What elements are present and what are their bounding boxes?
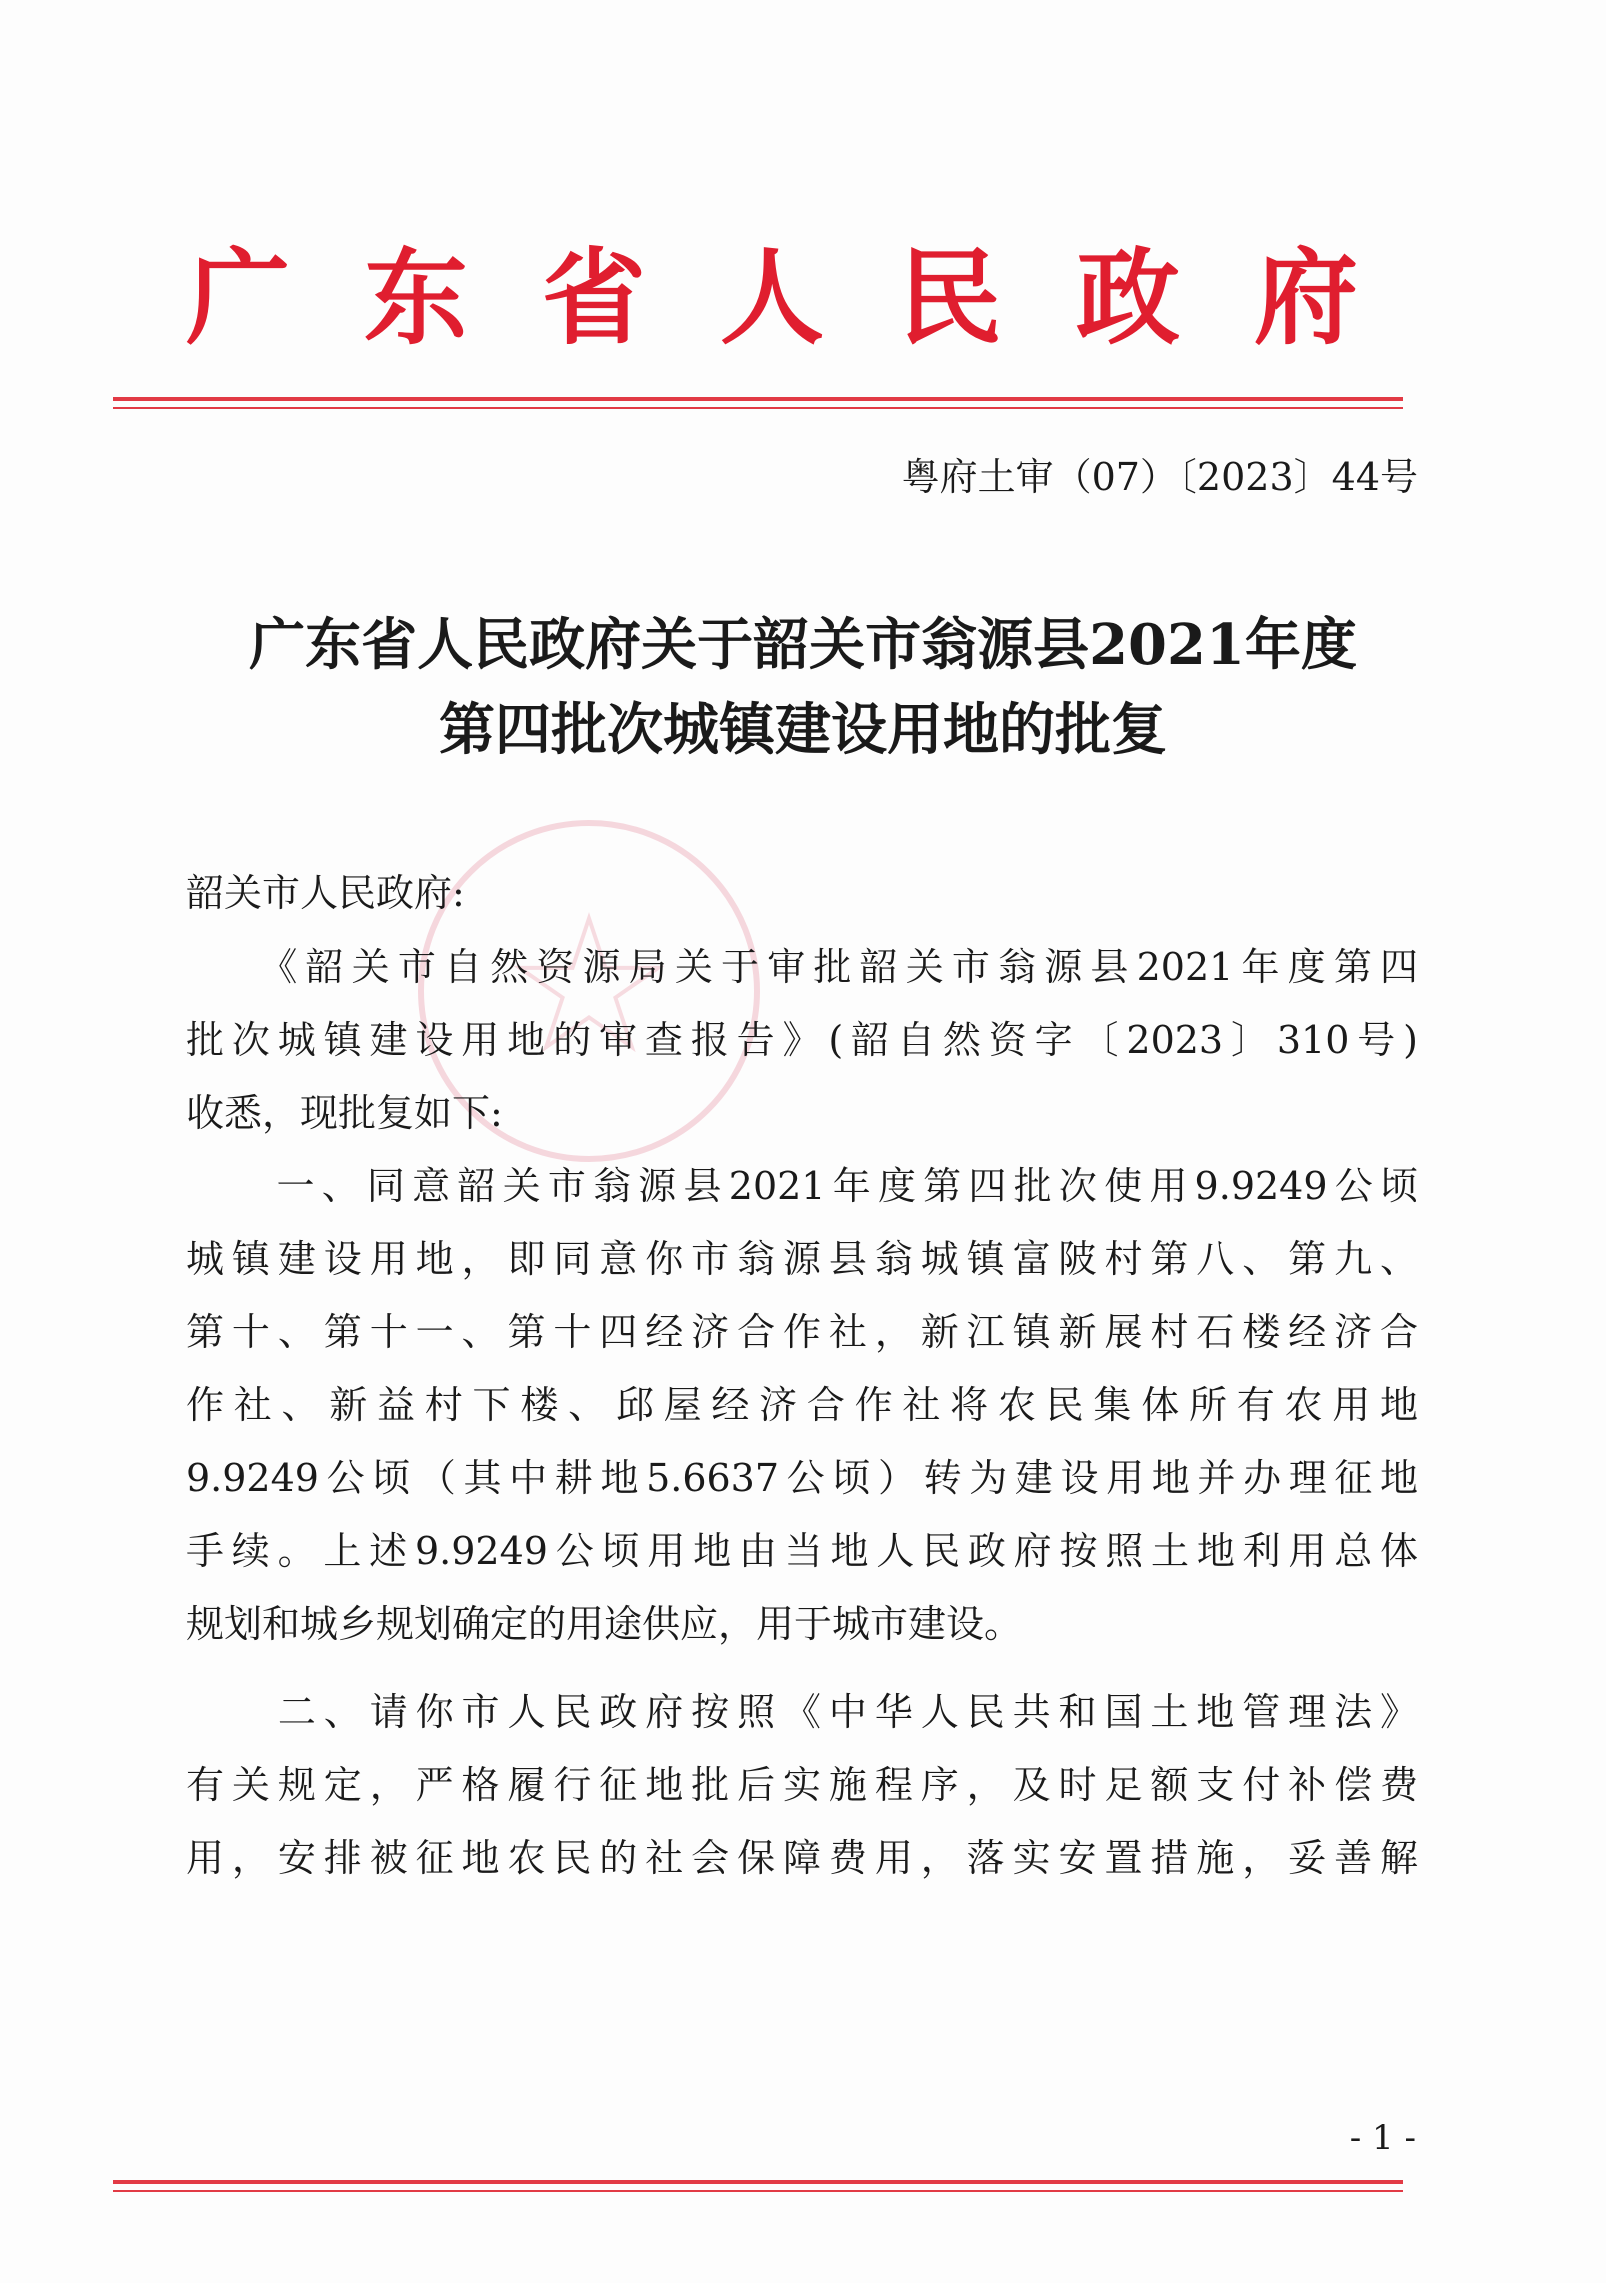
body-line: 规划和城乡规划确定的用途供应，用于城市建设。 — [186, 1602, 1023, 1646]
body-line: 一、同意韶关市翁源县2021年度第四批次使用9.9249公顷 — [186, 1164, 1418, 1208]
body-line: 9.9249公顷（其中耕地5.6637公顷）转为建设用地并办理征地 — [186, 1456, 1418, 1500]
page-number: - 1 - — [1349, 2118, 1416, 2158]
document-title-line-1: 广东省人民政府关于韶关市翁源县2021年度 — [249, 612, 1357, 678]
footer-red-rule — [113, 2180, 1403, 2184]
body-line: 收悉，现批复如下: — [186, 1091, 503, 1135]
body-line: 二、请你市人民政府按照《中华人民共和国土地管理法》 — [186, 1690, 1418, 1734]
salutation: 韶关市人民政府: — [186, 871, 465, 915]
document-number: 粤府土审（07）〔2023〕44号 — [901, 455, 1418, 499]
body-line: 作社、新益村下楼、邱屋经济合作社将农民集体所有农用地 — [186, 1383, 1418, 1427]
body-line: 用，安排被征地农民的社会保障费用，落实安置措施，妥善解 — [186, 1836, 1418, 1880]
body-line: 批次城镇建设用地的审查报告》(韶自然资字〔2023〕310号) — [186, 1018, 1418, 1062]
document-title-line-2: 第四批次城镇建设用地的批复 — [439, 697, 1167, 763]
header-red-rule-thin — [113, 407, 1403, 409]
body-line: 城镇建设用地，即同意你市翁源县翁城镇富陂村第八、第九、 — [186, 1237, 1418, 1281]
issuing-authority-heading: 广东省人民政府 — [186, 236, 1433, 359]
body-line: 有关规定，严格履行征地批后实施程序，及时足额支付补偿费 — [186, 1763, 1418, 1807]
body-line: 《韶关市自然资源局关于审批韶关市翁源县2021年度第四 — [186, 945, 1418, 989]
header-red-rule — [113, 397, 1403, 401]
footer-red-rule-thin — [113, 2190, 1403, 2192]
body-line: 手续。上述9.9249公顷用地由当地人民政府按照土地利用总体 — [186, 1529, 1418, 1573]
body-line: 第十、第十一、第十四经济合作社，新江镇新展村石楼经济合 — [186, 1310, 1418, 1354]
